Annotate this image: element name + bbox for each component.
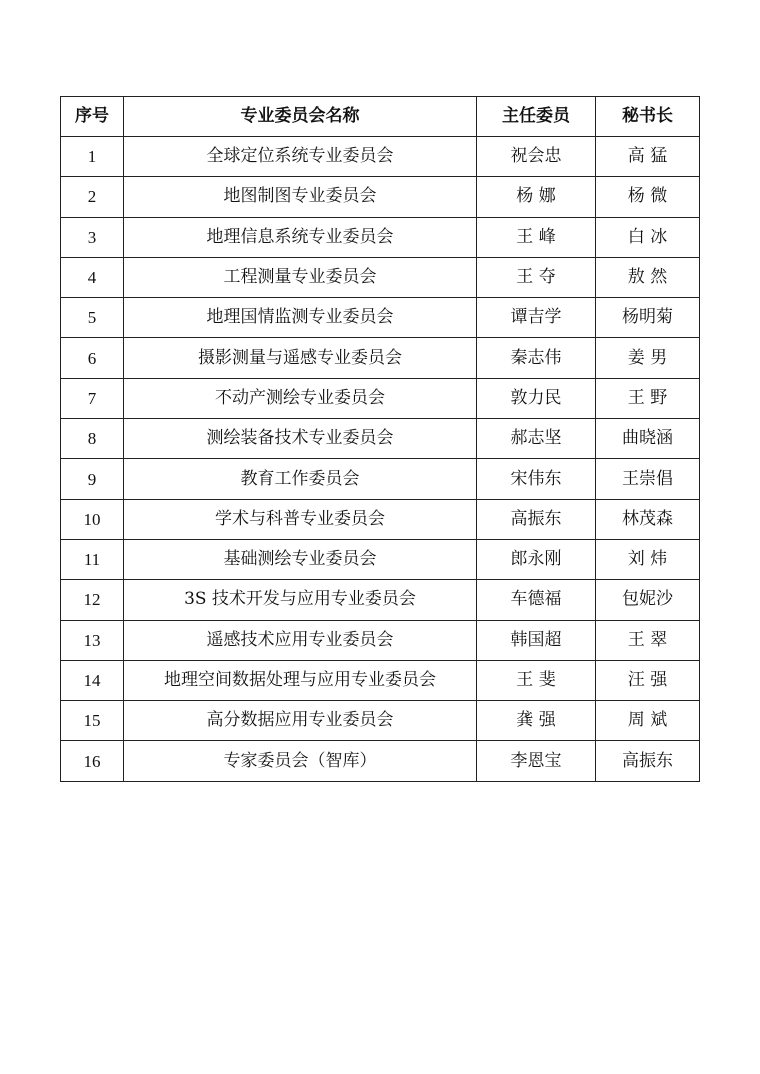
table-row [61,217,700,257]
cell-director: 韩国超 [477,620,596,660]
table-row [61,137,700,177]
cell-secretary: 汪 强 [596,660,700,700]
cell-index: 10 [61,499,124,539]
cell-committee-name: 学术与科普专业委员会 [124,499,477,539]
table-row [61,660,700,700]
table-row [61,459,700,499]
cell-committee-name: 地理国情监测专业委员会 [124,298,477,338]
cell-index: 6 [61,338,124,378]
cell-director: 李恩宝 [477,741,596,781]
cell-secretary: 白 冰 [596,217,700,257]
cell-secretary: 包妮沙 [596,580,700,620]
cell-secretary: 姜 男 [596,338,700,378]
cell-director: 宋伟东 [477,459,596,499]
table-row [61,741,700,781]
cell-committee-name: 3S 技术开发与应用专业委员会 [124,580,477,620]
cell-committee-name: 遥感技术应用专业委员会 [124,620,477,660]
cell-director: 秦志伟 [477,338,596,378]
cell-secretary: 林茂森 [596,499,700,539]
committee-table [60,96,700,782]
table-body [61,137,700,782]
cell-index: 7 [61,378,124,418]
cell-committee-name: 工程测量专业委员会 [124,257,477,297]
cell-secretary: 高振东 [596,741,700,781]
table-row [61,257,700,297]
cell-index: 1 [61,137,124,177]
cell-index: 9 [61,459,124,499]
cell-secretary: 杨 微 [596,177,700,217]
header-index: 序号 [61,97,124,137]
cell-committee-name: 全球定位系统专业委员会 [124,137,477,177]
cell-committee-name: 基础测绘专业委员会 [124,539,477,579]
document-page [60,96,700,782]
cell-director: 王 峰 [477,217,596,257]
header-committee-name: 专业委员会名称 [124,97,477,137]
table-row [61,499,700,539]
cell-index: 11 [61,539,124,579]
cell-committee-name: 地理信息系统专业委员会 [124,217,477,257]
cell-committee-name: 高分数据应用专业委员会 [124,701,477,741]
cell-director: 王 夺 [477,257,596,297]
cell-director: 郝志坚 [477,419,596,459]
table-row [61,298,700,338]
table-row [61,539,700,579]
cell-index: 12 [61,580,124,620]
cell-index: 4 [61,257,124,297]
cell-committee-name: 不动产测绘专业委员会 [124,378,477,418]
cell-index: 16 [61,741,124,781]
cell-secretary: 王 翠 [596,620,700,660]
cell-secretary: 刘 炜 [596,539,700,579]
cell-index: 2 [61,177,124,217]
cell-secretary: 王崇倡 [596,459,700,499]
cell-index: 8 [61,419,124,459]
cell-director: 车德福 [477,580,596,620]
header-secretary: 秘书长 [596,97,700,137]
cell-director: 王 斐 [477,660,596,700]
cell-index: 3 [61,217,124,257]
cell-secretary: 高 猛 [596,137,700,177]
cell-director: 敦力民 [477,378,596,418]
table-row [61,419,700,459]
table-row [61,701,700,741]
cell-committee-name: 测绘装备技术专业委员会 [124,419,477,459]
table-row [61,338,700,378]
cell-secretary: 周 斌 [596,701,700,741]
cell-committee-name: 地理空间数据处理与应用专业委员会 [124,660,477,700]
cell-secretary: 曲晓涵 [596,419,700,459]
table-row [61,177,700,217]
cell-director: 杨 娜 [477,177,596,217]
table-row [61,378,700,418]
cell-index: 14 [61,660,124,700]
cell-committee-name: 教育工作委员会 [124,459,477,499]
cell-index: 13 [61,620,124,660]
cell-committee-name: 地图制图专业委员会 [124,177,477,217]
cell-index: 15 [61,701,124,741]
cell-director: 郎永刚 [477,539,596,579]
table-header-row [61,97,700,137]
cell-secretary: 敖 然 [596,257,700,297]
cell-committee-name: 摄影测量与遥感专业委员会 [124,338,477,378]
cell-secretary: 杨明菊 [596,298,700,338]
cell-committee-name: 专家委员会（智库） [124,741,477,781]
cell-director: 高振东 [477,499,596,539]
cell-director: 祝会忠 [477,137,596,177]
table-row [61,580,700,620]
table-row [61,620,700,660]
header-director: 主任委员 [477,97,596,137]
cell-director: 龚 强 [477,701,596,741]
cell-index: 5 [61,298,124,338]
cell-director: 谭吉学 [477,298,596,338]
cell-secretary: 王 野 [596,378,700,418]
